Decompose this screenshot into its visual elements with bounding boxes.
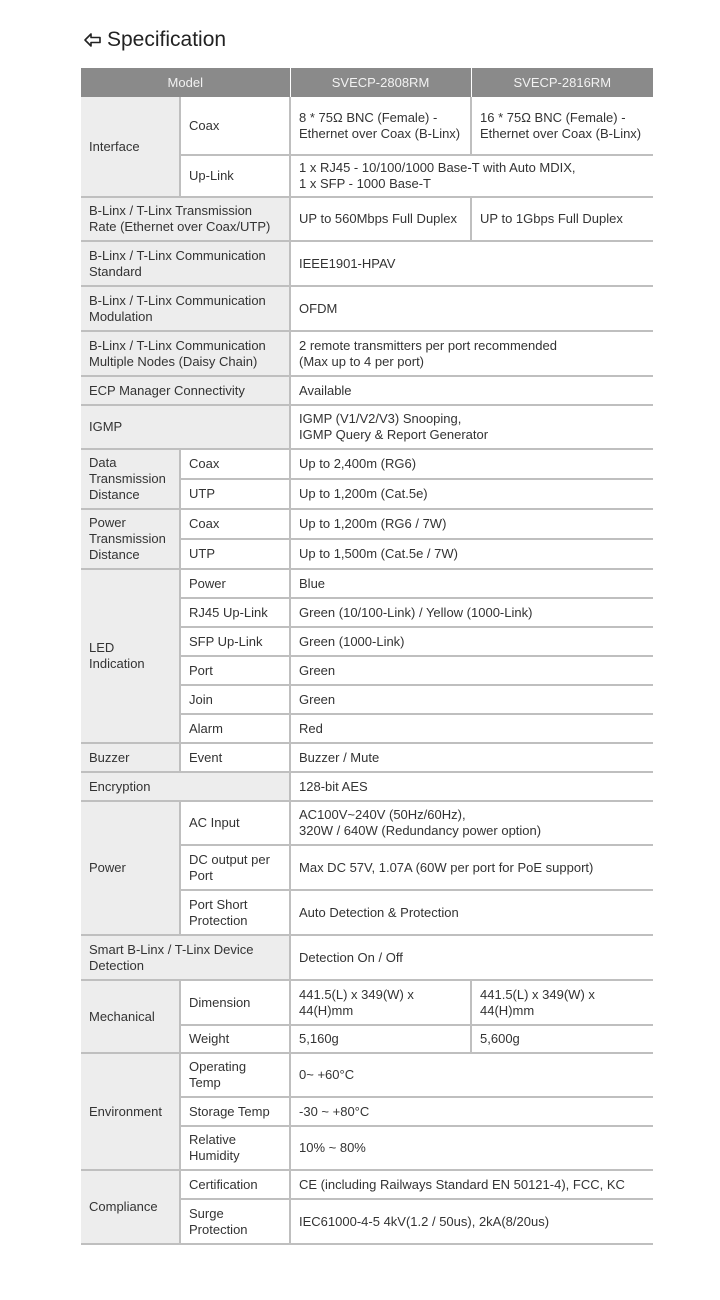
row-label-environment: Environment [81, 1053, 180, 1170]
sub-label-storage-temp: Storage Temp [180, 1097, 290, 1126]
row-label-power-distance: Power Transmission Distance [81, 509, 180, 569]
value-uplink [290, 155, 653, 197]
table-row [81, 331, 653, 376]
value-encryption: 128-bit AES [290, 772, 653, 801]
value-led-alarm: Red [290, 714, 653, 743]
value-ac-input-line-2: 320W / 640W (Redundancy power option) [299, 823, 542, 838]
value-dimension-model-2: 441.5(L) x 349(W) x 44(H)mm [471, 980, 653, 1025]
value-uplink-line-2: 1 x SFP - 1000 Base-T [299, 176, 432, 191]
value-ecp: Available [290, 376, 653, 405]
table-row [81, 197, 653, 241]
page-title: Specification [107, 28, 227, 51]
table-row [81, 509, 653, 539]
page-header [83, 28, 226, 52]
row-label-compliance: Compliance [81, 1170, 180, 1244]
sub-label-data-utp: UTP [180, 479, 290, 509]
sub-label-humidity: Relative Humidity [180, 1126, 290, 1170]
value-dimension-model-1: 441.5(L) x 349(W) x 44(H)mm [290, 980, 471, 1025]
table-row [81, 935, 653, 980]
table-row [81, 1170, 653, 1199]
sub-label-port-short: Port Short Protection [180, 890, 290, 935]
sub-label-operating-temp: Operating Temp [180, 1053, 290, 1097]
sub-label-led-join: Join [180, 685, 290, 714]
row-label-comm-modulation: B-Linx / T-Linx Communication Modulation [81, 286, 290, 331]
table-row [81, 743, 653, 772]
value-storage-temp: -30 ~ +80°C [290, 1097, 653, 1126]
value-smart-detection: Detection On / Off [290, 935, 653, 980]
row-label-mechanical: Mechanical [81, 980, 180, 1053]
table-row [81, 241, 653, 286]
sub-label-surge: Surge Protection [180, 1199, 290, 1244]
sub-label-buzzer-event: Event [180, 743, 290, 772]
sub-label-led-rj45: RJ45 Up-Link [180, 598, 290, 627]
value-igmp-line-2: IGMP Query & Report Generator [299, 427, 489, 442]
row-label-ecp: ECP Manager Connectivity [81, 376, 290, 405]
column-header-model-1: SVECP-2808RM [290, 68, 471, 97]
row-label-power: Power [81, 801, 180, 935]
value-comm-standard: IEEE1901-HPAV [290, 241, 653, 286]
value-coax-model-2: 16 * 75Ω BNC (Female) - Ethernet over Coax (B-Linx) [471, 97, 653, 155]
table-row [81, 405, 653, 449]
value-igmp-line-1: IGMP (V1/V2/V3) Snooping, [299, 411, 462, 426]
value-coax-model-1: 8 * 75Ω BNC (Female) - Ethernet over Coax (B-Linx) [290, 97, 471, 155]
table-row [81, 449, 653, 479]
row-label-interface: Interface [81, 97, 180, 197]
value-weight-model-2: 5,600g [471, 1025, 653, 1053]
sub-label-dc-output: DC output per Port [180, 845, 290, 890]
value-led-port: Green [290, 656, 653, 685]
sub-label-led-power: Power [180, 569, 290, 598]
value-led-sfp: Green (1000-Link) [290, 627, 653, 656]
table-row [81, 801, 653, 845]
table-row [81, 569, 653, 598]
value-led-join: Green [290, 685, 653, 714]
value-rate-model-1: UP to 560Mbps Full Duplex [290, 197, 471, 241]
sub-label-led-sfp: SFP Up-Link [180, 627, 290, 656]
value-data-coax: Up to 2,400m (RG6) [290, 449, 653, 479]
value-humidity: 10% ~ 80% [290, 1126, 653, 1170]
value-led-power: Blue [290, 569, 653, 598]
row-label-comm-nodes: B-Linx / T-Linx Communication Multiple Nodes (Daisy Chain) [81, 331, 290, 376]
row-label-transmission-rate: B-Linx / T-Linx Transmission Rate (Ethernet over Coax/UTP) [81, 197, 290, 241]
sub-label-power-coax: Coax [180, 509, 290, 539]
sub-label-power-utp: UTP [180, 539, 290, 569]
table-row [81, 286, 653, 331]
table-header-row [81, 68, 653, 97]
sub-label-led-port: Port [180, 656, 290, 685]
sub-label-dimension: Dimension [180, 980, 290, 1025]
value-power-coax: Up to 1,200m (RG6 / 7W) [290, 509, 653, 539]
value-comm-nodes [290, 331, 653, 376]
value-certification: CE (including Railways Standard EN 50121-4), FCC, KC [290, 1170, 653, 1199]
row-label-encryption: Encryption [81, 772, 290, 801]
value-port-short: Auto Detection & Protection [290, 890, 653, 935]
value-ac-input-line-1: AC100V~240V (50Hz/60Hz), [299, 807, 466, 822]
column-header-model-2: SVECP-2816RM [471, 68, 653, 97]
sub-label-certification: Certification [180, 1170, 290, 1199]
sub-label-ac-input: AC Input [180, 801, 290, 845]
value-weight-model-1: 5,160g [290, 1025, 471, 1053]
sub-label-led-alarm: Alarm [180, 714, 290, 743]
value-operating-temp: 0~ +60°C [290, 1053, 653, 1097]
sub-label-weight: Weight [180, 1025, 290, 1053]
value-buzzer: Buzzer / Mute [290, 743, 653, 772]
table-row [81, 376, 653, 405]
value-igmp [290, 405, 653, 449]
specification-table [81, 68, 653, 1245]
table-row [81, 1053, 653, 1097]
value-comm-modulation: OFDM [290, 286, 653, 331]
value-uplink-line-1: 1 x RJ45 - 10/100/1000 Base-T with Auto MDIX, [299, 160, 576, 175]
row-label-smart-detection: Smart B-Linx / T-Linx Device Detection [81, 935, 290, 980]
row-label-comm-standard: B-Linx / T-Linx Communication Standard [81, 241, 290, 286]
sub-label-data-coax: Coax [180, 449, 290, 479]
sub-label-uplink: Up-Link [180, 155, 290, 197]
sub-label-coax: Coax [180, 97, 290, 155]
row-label-buzzer: Buzzer [81, 743, 180, 772]
value-dc-output: Max DC 57V, 1.07A (60W per port for PoE support) [290, 845, 653, 890]
value-ac-input [290, 801, 653, 845]
value-surge: IEC61000-4-5 4kV(1.2 / 50us), 2kA(8/20us) [290, 1199, 653, 1244]
table-row [81, 772, 653, 801]
value-comm-nodes-line-1: 2 remote transmitters per port recommended [299, 337, 557, 353]
row-label-igmp: IGMP [81, 405, 290, 449]
value-data-utp: Up to 1,200m (Cat.5e) [290, 479, 653, 509]
column-header-model: Model [81, 68, 290, 97]
row-label-data-distance: Data Transmission Distance [81, 449, 180, 509]
table-row [81, 97, 653, 155]
value-comm-nodes-line-2: (Max up to 4 per port) [299, 353, 425, 369]
value-power-utp: Up to 1,500m (Cat.5e / 7W) [290, 539, 653, 569]
row-label-led: LED Indication [81, 569, 180, 743]
value-led-rj45: Green (10/100-Link) / Yellow (1000-Link) [290, 598, 653, 627]
table-row [81, 980, 653, 1025]
back-arrow-icon[interactable] [83, 30, 103, 50]
value-rate-model-2: UP to 1Gbps Full Duplex [471, 197, 653, 241]
